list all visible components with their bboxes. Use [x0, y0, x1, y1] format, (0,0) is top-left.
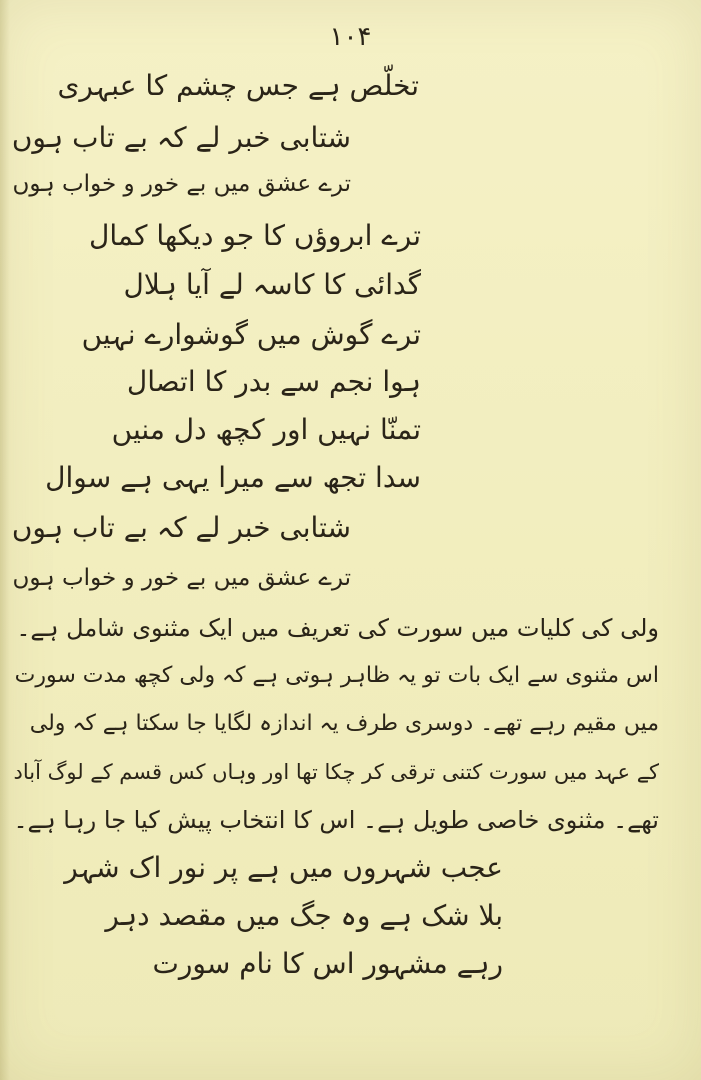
verse-line-10: شتابی خبر لے کہ بے تاب ہوں: [11, 511, 351, 544]
verse-line-7: ہوا نجم سے بدر کا اتصال: [126, 365, 421, 398]
verse-line-6: ترے گوش میں گوشوارے نہیں: [81, 318, 421, 351]
page-number: ۱۰۴: [329, 22, 372, 52]
page-edge-shadow: [0, 0, 10, 1080]
verse-line-8: تمنّا نہیں اور کچھ دل منیں: [111, 413, 421, 446]
prose-line-5: تھے۔ مثنوی خاصی طویل ہے۔ اس کا انتخاب پیش کیا جا رہا ہے۔: [13, 806, 659, 834]
verse-line-13: بلا شک ہے وہ جگ میں مقصد دہر: [105, 899, 503, 932]
verse-line-12: عجب شہروں میں ہے پر نور اک شہر: [64, 851, 503, 884]
verse-line-2: شتابی خبر لے کہ بے تاب ہوں: [11, 121, 351, 154]
verse-line-5: گدائی کا کاسہ لے آیا ہلال: [123, 268, 421, 301]
prose-line-2: اس مثنوی سے ایک بات تو یہ ظاہر ہوتی ہے کہ ولی کچھ مدت سورت: [14, 663, 659, 688]
verse-line-4: ترے ابروؤں کا جو دیکھا کمال: [89, 219, 421, 252]
verse-line-3: ترے عشق میں بے خور و خواب ہوں: [12, 171, 351, 197]
prose-line-4: کے عہد میں سورت کتنی ترقی کر چکا تھا اور وہاں کس قسم کے لوگ آباد: [13, 760, 659, 784]
prose-line-3: میں مقیم رہے تھے۔ دوسری طرف یہ اندازہ لگایا جا سکتا ہے کہ ولی: [29, 711, 659, 736]
verse-line-9: سدا تجھ سے میرا یہی ہے سوال: [45, 461, 421, 494]
verse-line-1: تخلّص ہے جس چشم کا عبہری: [57, 69, 419, 102]
verse-line-11: ترے عشق میں بے خور و خواب ہوں: [12, 565, 351, 591]
verse-line-14: رہے مشہور اس کا نام سورت: [152, 947, 503, 980]
prose-line-1: ولی کی کلیات میں سورت کی تعریف میں ایک مثنوی شامل ہے۔: [16, 614, 659, 642]
